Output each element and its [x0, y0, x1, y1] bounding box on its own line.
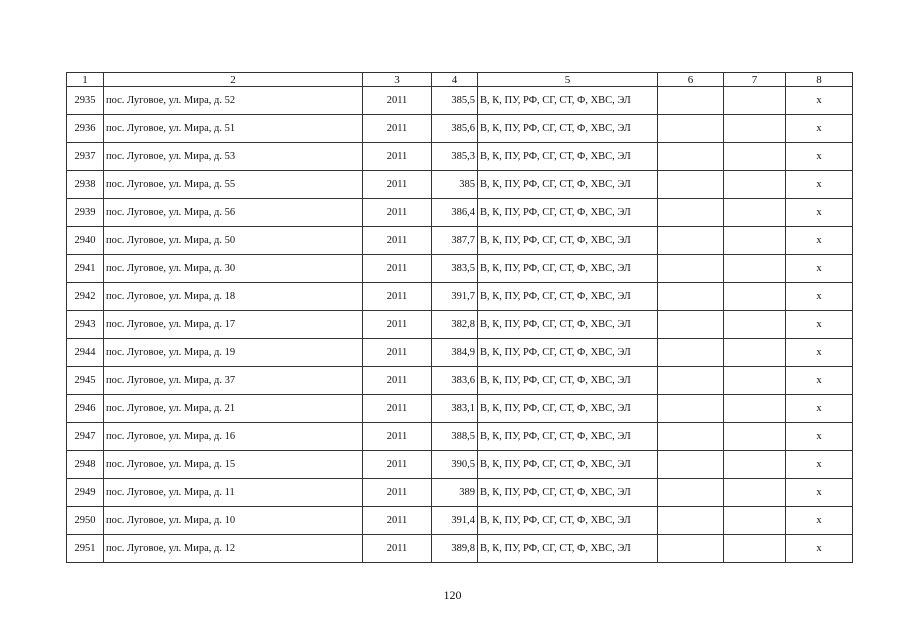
col7-cell: [724, 367, 786, 395]
header-col-7: 7: [724, 73, 786, 87]
col7-cell: [724, 479, 786, 507]
services-cell: В, К, ПУ, РФ, СГ, СТ, Ф, ХВС, ЭЛ: [478, 227, 658, 255]
area-cell: 391,7: [432, 283, 478, 311]
col8-cell: x: [786, 87, 853, 115]
row-number: 2951: [67, 535, 104, 563]
col7-cell: [724, 255, 786, 283]
col8-cell: x: [786, 283, 853, 311]
year-cell: 2011: [363, 171, 432, 199]
area-cell: 383,5: [432, 255, 478, 283]
services-cell: В, К, ПУ, РФ, СГ, СТ, Ф, ХВС, ЭЛ: [478, 451, 658, 479]
address-cell: пос. Луговое, ул. Мира, д. 50: [104, 227, 363, 255]
col6-cell: [658, 395, 724, 423]
services-cell: В, К, ПУ, РФ, СГ, СТ, Ф, ХВС, ЭЛ: [478, 143, 658, 171]
services-cell: В, К, ПУ, РФ, СГ, СТ, Ф, ХВС, ЭЛ: [478, 255, 658, 283]
address-cell: пос. Луговое, ул. Мира, д. 30: [104, 255, 363, 283]
address-cell: пос. Луговое, ул. Мира, д. 37: [104, 367, 363, 395]
col6-cell: [658, 87, 724, 115]
col8-cell: x: [786, 143, 853, 171]
address-cell: пос. Луговое, ул. Мира, д. 51: [104, 115, 363, 143]
header-col-3: 3: [363, 73, 432, 87]
address-cell: пос. Луговое, ул. Мира, д. 16: [104, 423, 363, 451]
table-row: [67, 451, 853, 479]
table-row: [67, 199, 853, 227]
col6-cell: [658, 171, 724, 199]
area-cell: 382,8: [432, 311, 478, 339]
year-cell: 2011: [363, 339, 432, 367]
services-cell: В, К, ПУ, РФ, СГ, СТ, Ф, ХВС, ЭЛ: [478, 395, 658, 423]
row-number: 2935: [67, 87, 104, 115]
area-cell: 385: [432, 171, 478, 199]
area-cell: 390,5: [432, 451, 478, 479]
year-cell: 2011: [363, 479, 432, 507]
header-col-6: 6: [658, 73, 724, 87]
row-number: 2948: [67, 451, 104, 479]
services-cell: В, К, ПУ, РФ, СГ, СТ, Ф, ХВС, ЭЛ: [478, 339, 658, 367]
table-row: [67, 395, 853, 423]
year-cell: 2011: [363, 283, 432, 311]
table-row: [67, 423, 853, 451]
col7-cell: [724, 423, 786, 451]
col6-cell: [658, 479, 724, 507]
col7-cell: [724, 87, 786, 115]
address-cell: пос. Луговое, ул. Мира, д. 10: [104, 507, 363, 535]
area-cell: 386,4: [432, 199, 478, 227]
col6-cell: [658, 115, 724, 143]
header-col-4: 4: [432, 73, 478, 87]
table-row: [67, 115, 853, 143]
address-cell: пос. Луговое, ул. Мира, д. 52: [104, 87, 363, 115]
address-cell: пос. Луговое, ул. Мира, д. 11: [104, 479, 363, 507]
col6-cell: [658, 227, 724, 255]
row-number: 2938: [67, 171, 104, 199]
address-cell: пос. Луговое, ул. Мира, д. 19: [104, 339, 363, 367]
row-number: 2949: [67, 479, 104, 507]
services-cell: В, К, ПУ, РФ, СГ, СТ, Ф, ХВС, ЭЛ: [478, 367, 658, 395]
year-cell: 2011: [363, 311, 432, 339]
area-cell: 385,5: [432, 87, 478, 115]
table-row: [67, 143, 853, 171]
year-cell: 2011: [363, 227, 432, 255]
col7-cell: [724, 395, 786, 423]
row-number: 2947: [67, 423, 104, 451]
table-row: [67, 283, 853, 311]
col8-cell: x: [786, 171, 853, 199]
col8-cell: x: [786, 367, 853, 395]
area-cell: 385,6: [432, 115, 478, 143]
col8-cell: x: [786, 255, 853, 283]
col7-cell: [724, 199, 786, 227]
row-number: 2942: [67, 283, 104, 311]
page-number: 120: [443, 588, 462, 602]
services-cell: В, К, ПУ, РФ, СГ, СТ, Ф, ХВС, ЭЛ: [478, 199, 658, 227]
area-cell: 387,7: [432, 227, 478, 255]
address-cell: пос. Луговое, ул. Мира, д. 17: [104, 311, 363, 339]
table-row: [67, 255, 853, 283]
row-number: 2944: [67, 339, 104, 367]
area-cell: 389,8: [432, 535, 478, 563]
header-col-8: 8: [786, 73, 853, 87]
header-row: [67, 73, 853, 87]
year-cell: 2011: [363, 423, 432, 451]
area-cell: 383,6: [432, 367, 478, 395]
registry-table: [66, 72, 853, 563]
services-cell: В, К, ПУ, РФ, СГ, СТ, Ф, ХВС, ЭЛ: [478, 535, 658, 563]
row-number: 2939: [67, 199, 104, 227]
col8-cell: x: [786, 479, 853, 507]
row-number: 2946: [67, 395, 104, 423]
table-row: [67, 367, 853, 395]
col6-cell: [658, 451, 724, 479]
area-cell: 391,4: [432, 507, 478, 535]
col7-cell: [724, 507, 786, 535]
table-row: [67, 535, 853, 563]
col8-cell: x: [786, 227, 853, 255]
table-row: [67, 339, 853, 367]
services-cell: В, К, ПУ, РФ, СГ, СТ, Ф, ХВС, ЭЛ: [478, 171, 658, 199]
year-cell: 2011: [363, 87, 432, 115]
col8-cell: x: [786, 199, 853, 227]
table-row: [67, 507, 853, 535]
col8-cell: x: [786, 395, 853, 423]
services-cell: В, К, ПУ, РФ, СГ, СТ, Ф, ХВС, ЭЛ: [478, 283, 658, 311]
table-row: [67, 311, 853, 339]
year-cell: 2011: [363, 367, 432, 395]
address-cell: пос. Луговое, ул. Мира, д. 15: [104, 451, 363, 479]
row-number: 2937: [67, 143, 104, 171]
table-row: [67, 87, 853, 115]
col7-cell: [724, 227, 786, 255]
area-cell: 389: [432, 479, 478, 507]
row-number: 2936: [67, 115, 104, 143]
year-cell: 2011: [363, 255, 432, 283]
col7-cell: [724, 535, 786, 563]
services-cell: В, К, ПУ, РФ, СГ, СТ, Ф, ХВС, ЭЛ: [478, 479, 658, 507]
col7-cell: [724, 171, 786, 199]
col7-cell: [724, 143, 786, 171]
services-cell: В, К, ПУ, РФ, СГ, СТ, Ф, ХВС, ЭЛ: [478, 87, 658, 115]
col7-cell: [724, 339, 786, 367]
header-col-1: 1: [67, 73, 104, 87]
address-cell: пос. Луговое, ул. Мира, д. 56: [104, 199, 363, 227]
address-cell: пос. Луговое, ул. Мира, д. 21: [104, 395, 363, 423]
col8-cell: x: [786, 339, 853, 367]
year-cell: 2011: [363, 115, 432, 143]
area-cell: 385,3: [432, 143, 478, 171]
col6-cell: [658, 339, 724, 367]
table-row: [67, 171, 853, 199]
col6-cell: [658, 423, 724, 451]
col6-cell: [658, 283, 724, 311]
col6-cell: [658, 367, 724, 395]
address-cell: пос. Луговое, ул. Мира, д. 55: [104, 171, 363, 199]
header-col-5: 5: [478, 73, 658, 87]
year-cell: 2011: [363, 451, 432, 479]
services-cell: В, К, ПУ, РФ, СГ, СТ, Ф, ХВС, ЭЛ: [478, 115, 658, 143]
row-number: 2943: [67, 311, 104, 339]
col7-cell: [724, 451, 786, 479]
header-col-2: 2: [104, 73, 363, 87]
services-cell: В, К, ПУ, РФ, СГ, СТ, Ф, ХВС, ЭЛ: [478, 423, 658, 451]
col8-cell: x: [786, 451, 853, 479]
col6-cell: [658, 535, 724, 563]
col7-cell: [724, 311, 786, 339]
area-cell: 384,9: [432, 339, 478, 367]
area-cell: 388,5: [432, 423, 478, 451]
year-cell: 2011: [363, 199, 432, 227]
table-row: [67, 479, 853, 507]
year-cell: 2011: [363, 535, 432, 563]
col8-cell: x: [786, 115, 853, 143]
row-number: 2950: [67, 507, 104, 535]
col7-cell: [724, 283, 786, 311]
row-number: 2940: [67, 227, 104, 255]
area-cell: 383,1: [432, 395, 478, 423]
col6-cell: [658, 199, 724, 227]
col6-cell: [658, 311, 724, 339]
address-cell: пос. Луговое, ул. Мира, д. 12: [104, 535, 363, 563]
services-cell: В, К, ПУ, РФ, СГ, СТ, Ф, ХВС, ЭЛ: [478, 311, 658, 339]
services-cell: В, К, ПУ, РФ, СГ, СТ, Ф, ХВС, ЭЛ: [478, 507, 658, 535]
col7-cell: [724, 115, 786, 143]
col6-cell: [658, 143, 724, 171]
row-number: 2945: [67, 367, 104, 395]
address-cell: пос. Луговое, ул. Мира, д. 53: [104, 143, 363, 171]
col8-cell: x: [786, 507, 853, 535]
row-number: 2941: [67, 255, 104, 283]
year-cell: 2011: [363, 143, 432, 171]
col6-cell: [658, 255, 724, 283]
col8-cell: x: [786, 423, 853, 451]
year-cell: 2011: [363, 507, 432, 535]
col8-cell: x: [786, 535, 853, 563]
col8-cell: x: [786, 311, 853, 339]
col6-cell: [658, 507, 724, 535]
address-cell: пос. Луговое, ул. Мира, д. 18: [104, 283, 363, 311]
table-row: [67, 227, 853, 255]
year-cell: 2011: [363, 395, 432, 423]
